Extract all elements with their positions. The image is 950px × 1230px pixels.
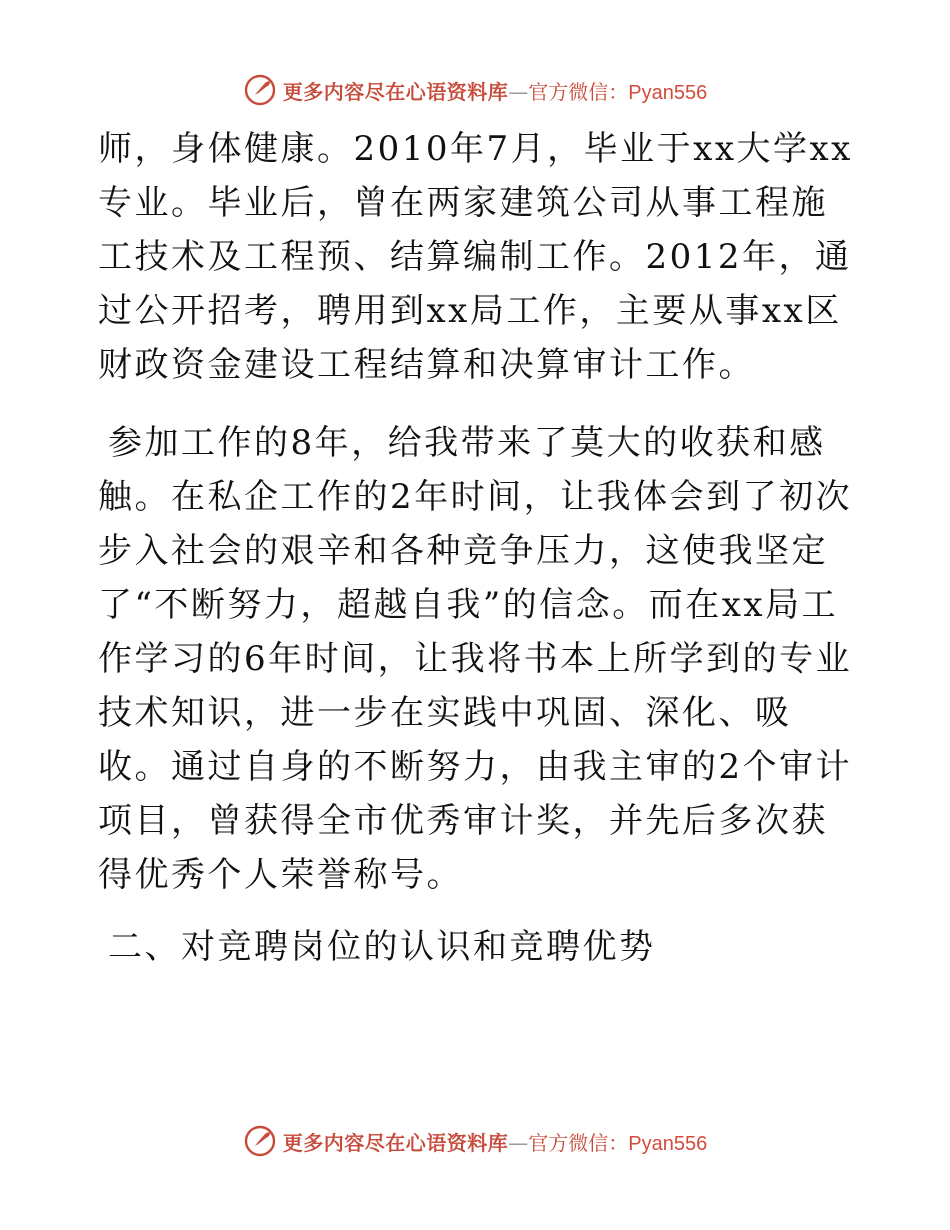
watermark-brand: 更多内容尽在心语资料库 <box>282 79 509 104</box>
quill-pen-logo-icon <box>243 73 277 107</box>
document-body <box>98 122 858 974</box>
header-watermark <box>0 73 950 107</box>
watermark-text <box>283 1127 707 1156</box>
watermark-brand: 更多内容尽在心语资料库 <box>282 1130 509 1155</box>
quill-pen-logo-icon <box>243 1124 277 1158</box>
body-paragraph-1: 师，身体健康。2010年7月，毕业于xx大学xx专业。毕业后，曾在两家建筑公司从事工程施工技术及工程预、结算编制工作。2012年，通过公开招考，聘用到xx局工作，主要从事xx区财政资金建设工程结算和决算审计工作。 <box>98 129 853 385</box>
watermark-separator: — <box>508 79 529 104</box>
section-heading: 二、对竞聘岗位的认识和竞聘优势 <box>108 927 656 967</box>
watermark-separator: — <box>508 1130 529 1155</box>
body-paragraph-2: 参加工作的8年，给我带来了莫大的收获和感触。在私企工作的2年时间，让我体会到了初次步入社会的艰辛和各种竞争压力，这使我坚定了“不断努力，超越自我”的信念。而在xx局工作学习的6年时间，让我将书本上所学到的专业技术知识，进一步在实践中巩固、深化、吸收。通过自身的不断努力，由我主审的2个审计项目，曾获得全市优秀审计奖，并先后多次获得优秀个人荣誉称号。 <box>98 423 853 895</box>
watermark-text <box>283 76 707 105</box>
watermark-wechat-label: 官方微信： <box>528 1130 629 1155</box>
footer-watermark <box>0 1124 950 1158</box>
watermark-wechat-id: Pyan556 <box>628 81 708 104</box>
watermark-wechat-label: 官方微信： <box>528 79 629 104</box>
watermark-wechat-id: Pyan556 <box>628 1132 708 1155</box>
